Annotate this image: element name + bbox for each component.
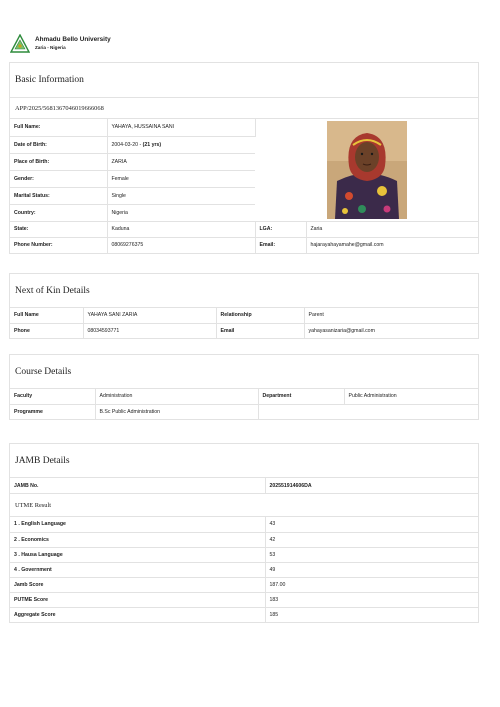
course-details-title: Course Details (10, 355, 478, 389)
basic-information-card (9, 62, 479, 254)
university-logo-icon (10, 34, 30, 54)
gender-value: Female (107, 170, 255, 187)
jamb-details-card (9, 443, 479, 623)
email-value: hajarayahayamahe@gmail.com (306, 237, 478, 253)
subject-score: 42 (265, 532, 478, 547)
subject-name: 1 . English Language (10, 517, 265, 532)
application-number: APP/2025/5681367046019666068 (10, 98, 478, 119)
jamb-number-value: 202551914606DA (269, 482, 312, 489)
country-label: Country: (10, 204, 107, 221)
marital-status-label: Marital Status: (10, 187, 107, 204)
jamb-number-table (10, 478, 478, 493)
lga-value: Zaria (306, 221, 478, 237)
email-label: Email: (255, 237, 306, 253)
faculty-value: Administration (95, 389, 258, 404)
dob-label: Date of Birth: (10, 136, 107, 153)
page-header (10, 34, 111, 54)
jamb-details-title: JAMB Details (10, 444, 478, 478)
jamb-score-label: Jamb Score (10, 577, 265, 592)
subject-name: 3 . Hausa Language (10, 547, 265, 562)
phone-value: 08069276375 (107, 237, 255, 253)
next-of-kin-card (9, 273, 479, 339)
kin-email-value: yahayasanizaria@gmail.com (304, 323, 478, 338)
kin-full-name-value: YAHAYA SANI ZARIA (83, 308, 216, 323)
full-name-label: Full Name: (10, 119, 107, 136)
full-name-value: YAHAYA, HUSSAINA SANI (107, 119, 255, 136)
subject-score: 49 (265, 562, 478, 577)
department-label: Department (258, 389, 344, 404)
age: (21 yrs) (142, 141, 162, 148)
utme-result-table (10, 517, 478, 622)
putme-score-label: PUTME Score (10, 592, 265, 607)
kin-phone-label: Phone (10, 323, 83, 338)
next-of-kin-title: Next of Kin Details (10, 274, 478, 308)
kin-relationship-value: Parent (308, 312, 324, 319)
course-details-table (10, 389, 478, 419)
subject-name: 2 . Economics (10, 532, 265, 547)
state-value: Kaduna (107, 221, 255, 237)
lga-label: LGA: (255, 221, 306, 237)
department-value: Public Administration (348, 393, 397, 400)
course-details-card (9, 354, 479, 420)
basic-information-title: Basic Information (10, 63, 478, 98)
pob-label: Place of Birth: (10, 153, 107, 170)
putme-score-value: 183 (265, 592, 478, 607)
gender-label: Gender: (10, 170, 107, 187)
subject-name: 4 . Government (10, 562, 265, 577)
programme-label: Programme (10, 404, 95, 419)
dob-value (107, 136, 255, 153)
university-location: Zaria - Nigeria (35, 45, 66, 50)
kin-full-name-label: Full Name (10, 308, 83, 323)
university-name: Ahmadu Bello University (35, 36, 111, 43)
jamb-number-label: JAMB No. (10, 478, 265, 493)
state-label: State: (10, 221, 107, 237)
subject-score: 43 (269, 521, 276, 528)
country-value: Nigeria (107, 204, 255, 221)
programme-value: B.Sc Public Administration (95, 404, 258, 419)
dob-date: 2004-03-20 - (111, 141, 142, 148)
aggregate-score-value: 185 (265, 607, 478, 622)
utme-result-title: UTME Result (10, 493, 478, 517)
aggregate-score-label: Aggregate Score (10, 607, 265, 622)
photo-cell (255, 119, 478, 221)
marital-status-value: Single (107, 187, 255, 204)
phone-label: Phone Number: (10, 237, 107, 253)
jamb-score-value: 187.00 (265, 577, 478, 592)
next-of-kin-table (10, 308, 478, 338)
kin-relationship-label: Relationship (216, 308, 304, 323)
pob-value: ZARIA (107, 153, 255, 170)
faculty-label: Faculty (10, 389, 95, 404)
empty-cell (258, 404, 478, 419)
kin-email-label: Email (216, 323, 304, 338)
basic-information-table (10, 119, 478, 253)
kin-phone-value: 08034593771 (83, 323, 216, 338)
applicant-photo (327, 121, 407, 219)
subject-score: 53 (265, 547, 478, 562)
